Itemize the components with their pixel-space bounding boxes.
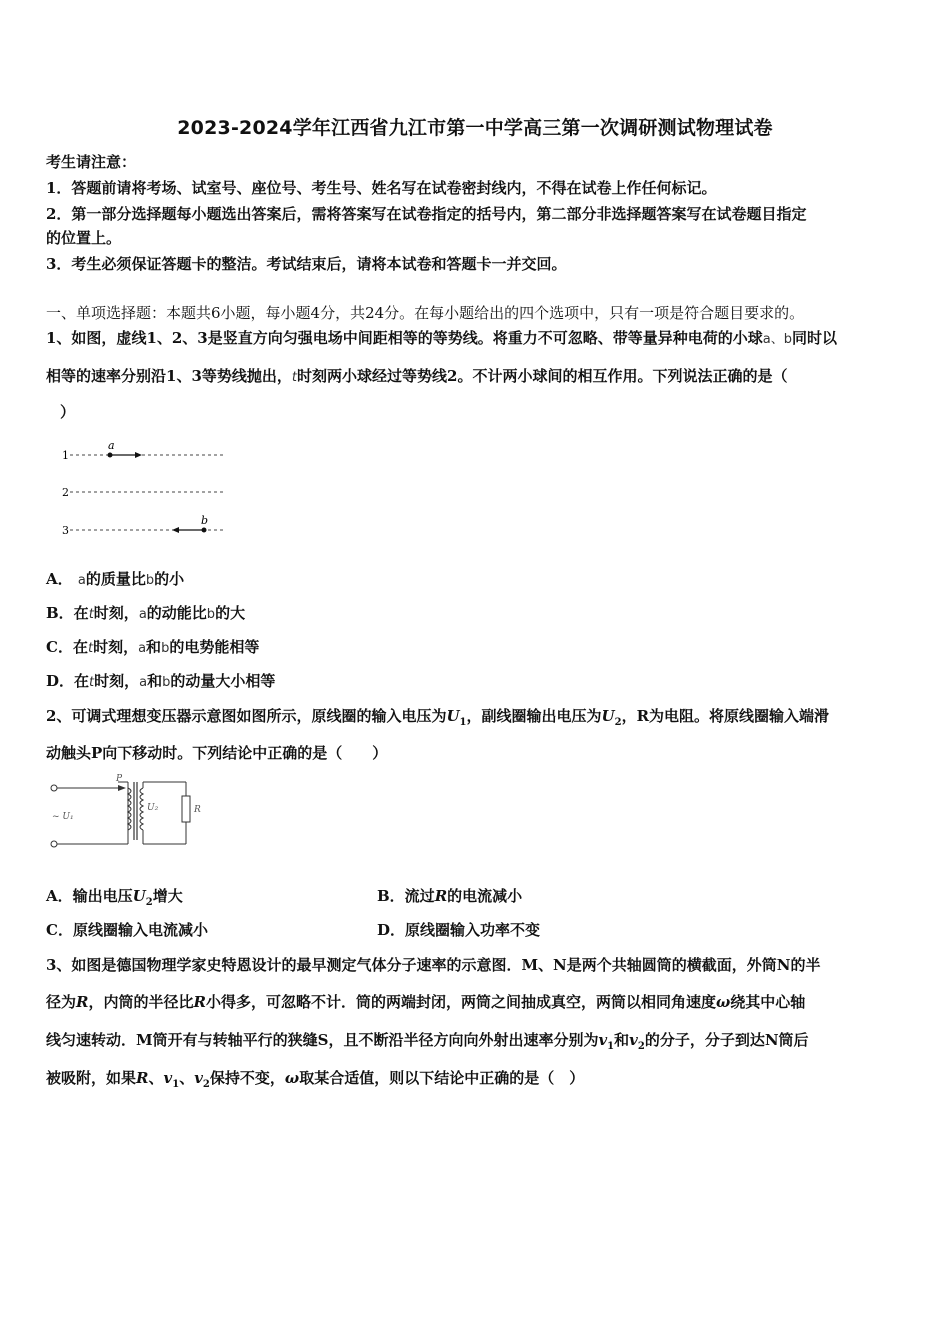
- resistor-r: [182, 796, 190, 822]
- input-voltage-label: ~ U₁: [52, 812, 74, 822]
- slider-label: P: [116, 774, 123, 784]
- q1-option-a: A． a的质量比b的小: [46, 570, 185, 588]
- line-label-2: 2: [62, 486, 69, 499]
- notice-item-2-cont: 的位置上。: [46, 229, 122, 247]
- q2-transformer-figure: [46, 772, 216, 852]
- ball-a-label: a: [108, 439, 115, 452]
- q3-stem-line1: 3、如图是德国物理学家史特恩设计的最早测定气体分子速率的示意图．M、N是两个共轴圆筒的横截面，外筒N的半: [46, 956, 821, 974]
- q1-stem-line1: 1、如图，虚线1、2、3是竖直方向匀强电场中间距相等的等势线。将重力不可忽略、带等量异种电荷的小球a、b同时以: [46, 329, 838, 347]
- q3-stem-line3: 线匀速转动．M筒开有与转轴平行的狭缝S，且不断沿半径方向向外射出速率分别为$v_1$和$v_2$的分子，分子到达N筒后: [46, 1031, 809, 1052]
- notice-item-1: 1．答题前请将考场、试室号、座位号、考生号、姓名写在试卷密封线内，不得在试卷上作任何标记。: [46, 179, 717, 197]
- q2-stem-line2: 动触头P向下移动时。下列结论中正确的是（ ）: [46, 744, 388, 762]
- q2-option-a: A．输出电压$U_2$增大: [46, 887, 183, 908]
- arrow-head-a: [135, 452, 142, 458]
- output-voltage-label: U₂: [147, 803, 159, 813]
- line-label-1: 1: [62, 449, 69, 462]
- notice-heading: 考生请注意：: [46, 153, 137, 171]
- line-label-3: 3: [62, 524, 69, 537]
- q2-option-c: C．原线圈输入电流减小: [46, 921, 208, 939]
- q1-equipotential-figure: [58, 438, 238, 548]
- section-heading: 一、单项选择题：本题共6小题，每小题4分，共24分。在每小题给出的四个选项中，只有一项是符合题目要求的。: [46, 304, 805, 322]
- q2-stem-line1: 2、可调式理想变压器示意图如图所示，原线圈的输入电压为$U_1$，副线圈输出电压为$U_2$，R为电阻。将原线圈输入端滑: [46, 707, 830, 728]
- q1-stem-line2: 相等的速率分别沿1、3等势线抛出，t时刻两小球经过等势线2。不计两小球间的相互作用。下列说法正确的是（: [46, 367, 788, 385]
- q1-option-b: B．在t时刻，a的动能比b的大: [46, 604, 246, 622]
- notice-item-2: 2．第一部分选择题每小题选出答案后，需将答案写在试卷指定的括号内，第二部分非选择题答案写在试卷题目指定: [46, 205, 807, 223]
- slider-p-arrow: [118, 785, 126, 791]
- input-terminal-top: [51, 785, 57, 791]
- q2-option-d: D．原线圈输入功率不变: [377, 921, 541, 939]
- q3-stem-line2: 径为R，内筒的半径比R小得多，可忽略不计．筒的两端封闭，两筒之间抽成真空，两筒以相同角速度ω绕其中心轴: [46, 993, 806, 1011]
- resistor-label: R: [194, 805, 201, 815]
- q2-option-b: B．流过R的电流减小: [377, 887, 523, 905]
- q1-option-d: D．在t时刻，a和b的动量大小相等: [46, 672, 276, 690]
- q3-stem-line4: 被吸附，如果R、$v_1$、$v_2$保持不变，ω取某合适值，则以下结论中正确的是（ ）: [46, 1069, 585, 1090]
- ball-b-label: b: [201, 514, 209, 527]
- page-title: 2023-2024学年江西省九江市第一中学高三第一次调研测试物理试卷: [177, 117, 773, 139]
- notice-item-3: 3．考生必须保证答题卡的整洁。考试结束后，请将本试卷和答题卡一并交回。: [46, 255, 567, 273]
- arrow-head-b: [172, 527, 179, 533]
- q1-stem-line3: ）: [60, 403, 76, 421]
- input-terminal-bottom: [51, 841, 57, 847]
- q1-option-c: C．在t时刻，a和b的电势能相等: [46, 638, 260, 656]
- secondary-coil: [140, 788, 143, 830]
